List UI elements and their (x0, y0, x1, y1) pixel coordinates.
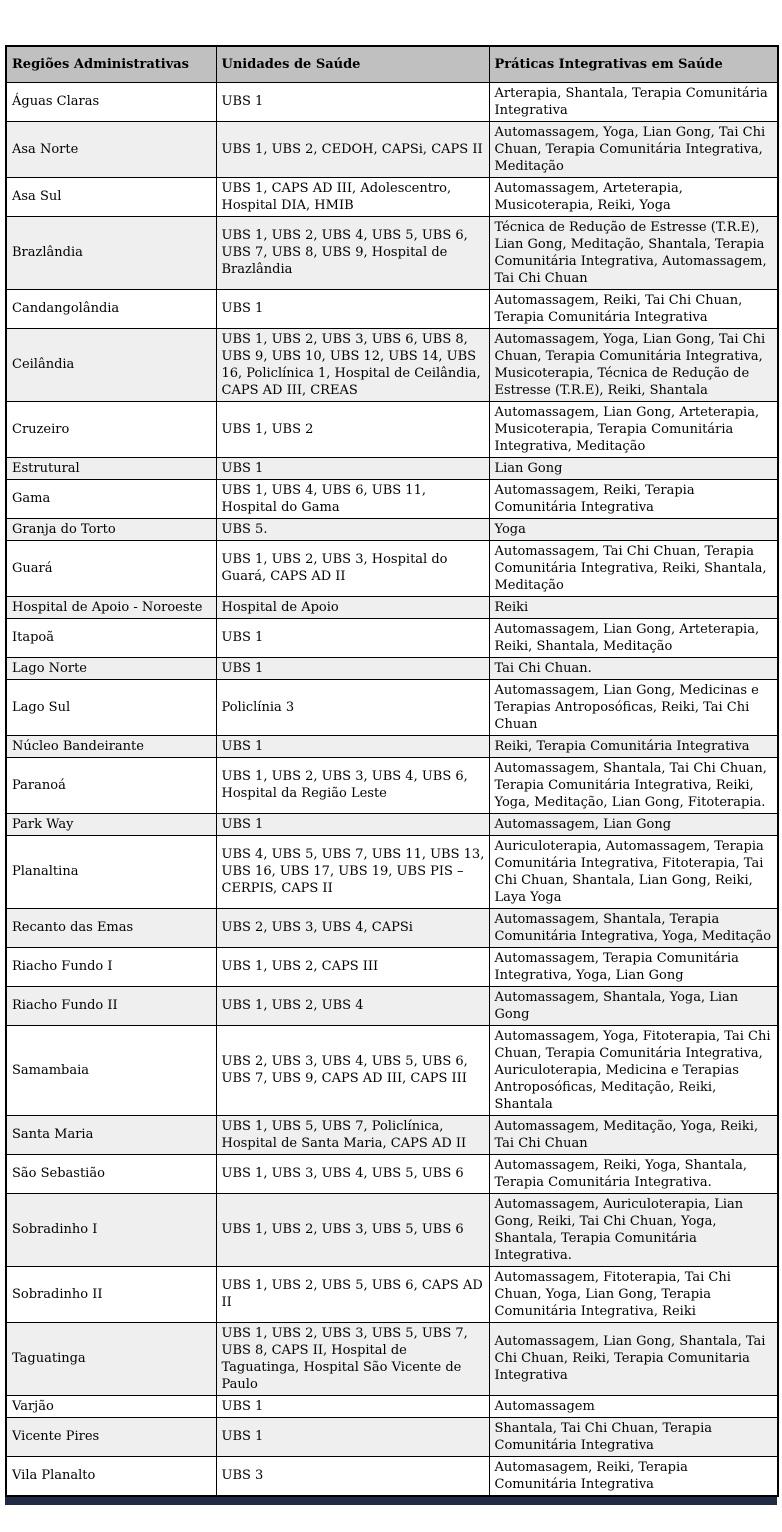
table-row (6, 1266, 778, 1322)
region-cell: Recanto das Emas (6, 908, 216, 947)
units-cell: UBS 1, UBS 2, UBS 3, UBS 6, UBS 8, UBS 9, UBS 10, UBS 12, UBS 14, UBS 16, Policlínica 1, Hospital de Ceilândia, CAPS AD III, CREAS (216, 328, 489, 401)
practices-cell: Automassagem (489, 1395, 778, 1417)
practices-cell: Arterapia, Shantala, Terapia Comunitária Integrativa (489, 82, 778, 121)
units-cell: UBS 1, UBS 2, UBS 3, Hospital do Guará, CAPS AD II (216, 540, 489, 596)
region-cell: Guará (6, 540, 216, 596)
region-cell: Lago Sul (6, 679, 216, 735)
region-cell: Sobradinho I (6, 1193, 216, 1266)
units-cell: UBS 1, UBS 2 (216, 401, 489, 457)
region-cell: Santa Maria (6, 1115, 216, 1154)
region-cell: Samambaia (6, 1025, 216, 1115)
units-cell: UBS 1 (216, 1417, 489, 1456)
practices-cell: Automassagem, Meditação, Yoga, Reiki, Tai Chi Chuan (489, 1115, 778, 1154)
table-row (6, 1115, 778, 1154)
practices-cell: Automassagem, Shantala, Yoga, Lian Gong (489, 986, 778, 1025)
region-cell: Candangolândia (6, 289, 216, 328)
units-cell: UBS 1 (216, 1395, 489, 1417)
region-cell: Paranoá (6, 757, 216, 813)
units-cell: UBS 1 (216, 657, 489, 679)
units-cell: Hospital de Apoio (216, 596, 489, 618)
region-cell: Riacho Fundo I (6, 947, 216, 986)
practices-cell: Automassagem, Yoga, Lian Gong, Tai Chi Chuan, Terapia Comunitária Integrativa, Musicoterapia, Técnica de Redução de Estresse (T.R.E), Reiki, Shantala (489, 328, 778, 401)
region-cell: Granja do Torto (6, 518, 216, 540)
region-cell: São Sebastião (6, 1154, 216, 1193)
column-header-praticas-integrativas: Práticas Integrativas em Saúde (489, 46, 778, 82)
table-row (6, 540, 778, 596)
column-header-regioes-administrativas: Regiões Administrativas (6, 46, 216, 82)
region-cell: Varjão (6, 1395, 216, 1417)
units-cell: UBS 1 (216, 813, 489, 835)
units-cell: UBS 1, UBS 3, UBS 4, UBS 5, UBS 6 (216, 1154, 489, 1193)
practices-cell: Reiki (489, 596, 778, 618)
region-cell: Brazlândia (6, 216, 216, 289)
units-cell: UBS 1 (216, 82, 489, 121)
practices-cell: Automassagem, Shantala, Tai Chi Chuan, Terapia Comunitária Integrativa, Reiki, Yoga, Meditação, Lian Gong, Fitoterapia. (489, 757, 778, 813)
units-cell: UBS 1, UBS 2, UBS 4 (216, 986, 489, 1025)
units-cell: UBS 1, UBS 2, UBS 4, UBS 5, UBS 6, UBS 7, UBS 8, UBS 9, Hospital de Brazlândia (216, 216, 489, 289)
table-row (6, 1456, 778, 1496)
region-cell: Taguatinga (6, 1322, 216, 1395)
region-cell: Park Way (6, 813, 216, 835)
table-row (6, 596, 778, 618)
table-row (6, 947, 778, 986)
table-row (6, 479, 778, 518)
region-cell: Sobradinho II (6, 1266, 216, 1322)
table-row (6, 1154, 778, 1193)
practices-cell: Automassagem, Terapia Comunitária Integrativa, Yoga, Lian Gong (489, 947, 778, 986)
table-row (6, 1417, 778, 1456)
practices-cell: Automassagem, Shantala, Terapia Comunitária Integrativa, Yoga, Meditação (489, 908, 778, 947)
table-row (6, 835, 778, 908)
table-row (6, 1395, 778, 1417)
units-cell: Policlínia 3 (216, 679, 489, 735)
units-cell: UBS 1, UBS 2, CEDOH, CAPSi, CAPS II (216, 121, 489, 177)
region-cell: Hospital de Apoio - Noroeste (6, 596, 216, 618)
units-cell: UBS 2, UBS 3, UBS 4, UBS 5, UBS 6, UBS 7, UBS 9, CAPS AD III, CAPS III (216, 1025, 489, 1115)
region-cell: Lago Norte (6, 657, 216, 679)
table-row (6, 813, 778, 835)
table-row (6, 518, 778, 540)
table-row (6, 757, 778, 813)
table-row (6, 735, 778, 757)
table-row (6, 986, 778, 1025)
units-cell: UBS 1, UBS 5, UBS 7, Policlínica, Hospital de Santa Maria, CAPS AD II (216, 1115, 489, 1154)
units-cell: UBS 1, CAPS AD III, Adolescentro, Hospital DIA, HMIB (216, 177, 489, 216)
units-cell: UBS 4, UBS 5, UBS 7, UBS 11, UBS 13, UBS 16, UBS 17, UBS 19, UBS PIS – CERPIS, CAPS II (216, 835, 489, 908)
region-cell: Riacho Fundo II (6, 986, 216, 1025)
region-cell: Gama (6, 479, 216, 518)
units-cell: UBS 1 (216, 735, 489, 757)
practices-cell: Automassagem, Lian Gong, Arteterapia, Reiki, Shantala, Meditação (489, 618, 778, 657)
practices-cell: Automassagem, Lian Gong (489, 813, 778, 835)
table-row (6, 1322, 778, 1395)
units-cell: UBS 1, UBS 2, UBS 3, UBS 5, UBS 6 (216, 1193, 489, 1266)
units-cell: UBS 1, UBS 2, UBS 3, UBS 5, UBS 7, UBS 8, CAPS II, Hospital de Taguatinga, Hospital São Vicente de Paulo (216, 1322, 489, 1395)
table-row (6, 1193, 778, 1266)
region-cell: Asa Sul (6, 177, 216, 216)
units-cell: UBS 1 (216, 289, 489, 328)
units-cell: UBS 1 (216, 618, 489, 657)
practices-cell: Automassagem, Yoga, Fitoterapia, Tai Chi Chuan, Terapia Comunitária Integrativa, Auriculoterapia, Medicina e Terapias Antroposóficas, Meditação, Reiki, Shantala (489, 1025, 778, 1115)
table-row (6, 82, 778, 121)
table-row (6, 216, 778, 289)
table-row (6, 679, 778, 735)
header-row (6, 46, 778, 82)
table-row (6, 289, 778, 328)
table-row (6, 328, 778, 401)
region-cell: Águas Claras (6, 82, 216, 121)
practices-cell: Reiki, Terapia Comunitária Integrativa (489, 735, 778, 757)
column-header-unidades-de-saude: Unidades de Saúde (216, 46, 489, 82)
practices-cell: Automassagem, Lian Gong, Shantala, Tai Chi Chuan, Reiki, Terapia Comunitaria Integrativa (489, 1322, 778, 1395)
practices-cell: Automassagem, Lian Gong, Arteterapia, Musicoterapia, Terapia Comunitária Integrativa, Meditação (489, 401, 778, 457)
practices-cell: Tai Chi Chuan. (489, 657, 778, 679)
region-cell: Cruzeiro (6, 401, 216, 457)
region-cell: Ceilândia (6, 328, 216, 401)
region-cell: Asa Norte (6, 121, 216, 177)
table-row (6, 457, 778, 479)
practices-cell: Automassagem, Reiki, Yoga, Shantala, Terapia Comunitária Integrativa. (489, 1154, 778, 1193)
region-cell: Estrutural (6, 457, 216, 479)
table-row (6, 1025, 778, 1115)
practices-cell: Lian Gong (489, 457, 778, 479)
region-cell: Planaltina (6, 835, 216, 908)
region-cell: Vicente Pires (6, 1417, 216, 1456)
practices-cell: Automassagem, Arteterapia, Musicoterapia, Reiki, Yoga (489, 177, 778, 216)
table-row (6, 177, 778, 216)
units-cell: UBS 1, UBS 2, CAPS III (216, 947, 489, 986)
practices-cell: Automassagem, Yoga, Lian Gong, Tai Chi Chuan, Terapia Comunitária Integrativa, Meditação (489, 121, 778, 177)
practices-cell: Automassagem, Lian Gong, Medicinas e Terapias Antroposóficas, Reiki, Tai Chi Chuan (489, 679, 778, 735)
region-cell: Vila Planalto (6, 1456, 216, 1496)
table-row (6, 401, 778, 457)
practices-cell: Automasagem, Reiki, Terapia Comunitária Integrativa (489, 1456, 778, 1496)
practices-cell: Técnica de Redução de Estresse (T.R.E), Lian Gong, Meditação, Shantala, Terapia Comunitária Integrativa, Automassagem, Tai Chi Chuan (489, 216, 778, 289)
region-cell: Núcleo Bandeirante (6, 735, 216, 757)
region-cell: Itapoã (6, 618, 216, 657)
units-cell: UBS 5. (216, 518, 489, 540)
units-cell: UBS 3 (216, 1456, 489, 1496)
table-row (6, 618, 778, 657)
practices-cell: Automassagem, Reiki, Tai Chi Chuan, Terapia Comunitária Integrativa (489, 289, 778, 328)
table-row (6, 121, 778, 177)
practices-cell: Automassagem, Reiki, Terapia Comunitária Integrativa (489, 479, 778, 518)
practices-cell: Automassagem, Auriculoterapia, Lian Gong, Reiki, Tai Chi Chuan, Yoga, Shantala, Terapia Comunitária Integrativa. (489, 1193, 778, 1266)
table-head (6, 46, 778, 82)
health-practices-table (5, 45, 779, 1497)
table-row (6, 657, 778, 679)
table-body (6, 82, 778, 1496)
units-cell: UBS 1, UBS 2, UBS 5, UBS 6, CAPS AD II (216, 1266, 489, 1322)
practices-cell: Automassagem, Tai Chi Chuan, Terapia Comunitária Integrativa, Reiki, Shantala, Meditação (489, 540, 778, 596)
practices-cell: Auriculoterapia, Automassagem, Terapia Comunitária Integrativa, Fitoterapia, Tai Chi Chuan, Shantala, Lian Gong, Reiki, Laya Yoga (489, 835, 778, 908)
units-cell: UBS 1, UBS 2, UBS 3, UBS 4, UBS 6, Hospital da Região Leste (216, 757, 489, 813)
practices-cell: Yoga (489, 518, 778, 540)
practices-cell: Automassagem, Fitoterapia, Tai Chi Chuan, Yoga, Lian Gong, Terapia Comunitária Integrativa, Reiki (489, 1266, 778, 1322)
practices-cell: Shantala, Tai Chi Chuan, Terapia Comunitária Integrativa (489, 1417, 778, 1456)
footer-bar (5, 1497, 777, 1505)
table-row (6, 908, 778, 947)
units-cell: UBS 1 (216, 457, 489, 479)
units-cell: UBS 2, UBS 3, UBS 4, CAPSi (216, 908, 489, 947)
units-cell: UBS 1, UBS 4, UBS 6, UBS 11, Hospital do Gama (216, 479, 489, 518)
